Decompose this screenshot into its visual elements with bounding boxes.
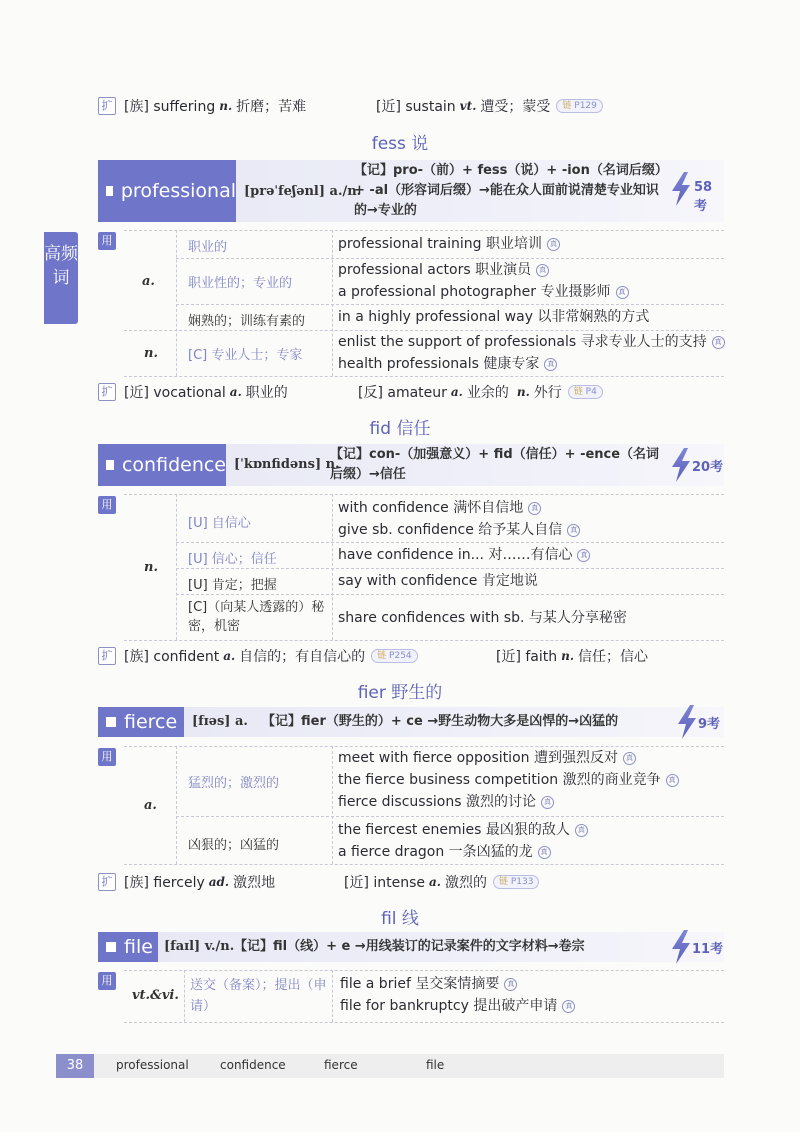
example: say with confidence 肯定地说 — [338, 573, 538, 589]
near-word: [近] sustain — [376, 99, 456, 115]
meaning: 送交（备案）；提出（申请） — [190, 978, 327, 1014]
headword-box — [98, 444, 226, 486]
memory-tip: 【记】fil（线）+ e →用线装订的记录案件的文字材料→卷宗 — [234, 939, 585, 954]
pronunciation: [faɪl] v./n. — [164, 939, 235, 954]
memory-tip: 【记】fier（野生的）+ ce →野生动物大多是凶悍的→凶猛的 — [262, 714, 619, 729]
word-header-professional — [98, 160, 724, 222]
lightning-icon — [670, 930, 692, 964]
exam-source-icon: 真 — [547, 238, 560, 251]
family-word: [族] suffering — [124, 99, 216, 115]
ext-tag-icon: 扩 — [98, 647, 116, 665]
example: meet with fierce opposition 遭到强烈反对 真 — [338, 747, 636, 769]
usage-table-file — [98, 970, 724, 1022]
meaning: 凶狠的；凶猛的 — [188, 838, 280, 853]
square-bullet-icon — [106, 717, 116, 727]
high-frequency-tab: 高频词 — [44, 232, 78, 324]
pos-adjective: a. — [142, 274, 155, 289]
pronunciation: [prəˈfeʃənl] a./n. — [244, 184, 362, 199]
headword: file — [124, 936, 153, 958]
page-number: 38 — [56, 1054, 94, 1078]
ext-row-professional: 扩 [近] vocational a. 职业的 — [98, 382, 288, 402]
pos-verb: vt.&vi. — [132, 988, 179, 1003]
exam-source-icon: 真 — [536, 264, 549, 277]
headword: professional — [120, 180, 236, 202]
usage-tag-icon: 用 — [98, 748, 116, 766]
example: professional actors 职业演员 真 — [338, 259, 549, 281]
exam-source-icon: 真 — [666, 774, 679, 787]
example: with confidence 满怀自信地 真 — [338, 497, 541, 519]
example: share confidences with sb. 与某人分享秘密 — [338, 610, 627, 626]
root-title-fess: fess 说 — [371, 134, 429, 154]
word-header-fierce — [98, 707, 724, 737]
pronunciation: [fɪəs] a. — [192, 714, 248, 729]
usage-table-fierce — [98, 746, 724, 864]
page-link-badge[interactable]: 链 P133 — [493, 875, 540, 889]
family-meaning: 折磨；苦难 — [236, 99, 307, 115]
exam-count: 11考 — [692, 942, 724, 957]
example: the fiercest enemies 最凶狠的敌人 真 — [338, 819, 588, 841]
footer-word[interactable]: fierce — [324, 1058, 358, 1072]
exam-count: 9考 — [698, 717, 721, 732]
usage-tag-icon: 用 — [98, 496, 116, 514]
ext-row-confident: 扩 [族] confident a. 自信的；有自信心的 链 P254 — [98, 646, 418, 666]
ext-row-sustain — [376, 96, 603, 116]
square-bullet-icon — [106, 460, 114, 470]
ext-tag-icon: 扩 — [98, 873, 116, 891]
exam-count: 20考 — [692, 460, 724, 475]
example: have confidence in... 对……有信心 真 — [338, 544, 590, 566]
memory-tip: 【记】con-（加强意义）+ fid（信任）+ -ence（名词后缀）→信任 — [330, 447, 660, 482]
example: fierce discussions 激烈的讨论 真 — [338, 791, 554, 813]
example: professional training 职业培训 真 — [338, 233, 560, 255]
ext-row-suffering — [98, 96, 306, 116]
word-header-file — [98, 932, 724, 962]
example: enlist the support of professionals 寻求专业人士的支持 真 — [338, 331, 725, 353]
pos-noun: n. — [144, 560, 158, 575]
exam-source-icon: 真 — [577, 549, 590, 562]
lightning-icon — [670, 448, 692, 482]
usage-tag-icon: 用 — [98, 972, 116, 990]
ext-row-intense: [近] intense a. 激烈的 链 P133 — [344, 872, 539, 892]
root-title-fil: fil 线 — [381, 909, 419, 929]
near-pos: vt. — [459, 99, 477, 113]
footer-word[interactable]: confidence — [220, 1058, 286, 1072]
word-header-confidence — [98, 444, 724, 486]
root-title-fid: fid 信任 — [369, 419, 431, 439]
ext-row-fiercely: 扩 [族] fiercely ad. 激烈地 — [98, 872, 275, 892]
pronunciation: [ˈkɒnfidəns] n. — [234, 457, 340, 472]
square-bullet-icon — [106, 186, 113, 196]
exam-source-icon: 真 — [712, 336, 725, 349]
usage-table-confidence — [98, 494, 724, 640]
example: file a brief 呈交案情摘要 真 — [340, 973, 517, 995]
exam-source-icon: 真 — [538, 846, 551, 859]
example: file for bankruptcy 提出破产申请 真 — [340, 995, 575, 1017]
headword-box — [98, 160, 236, 222]
ext-row-amateur: [反] amateur a. 业余的 n. 外行 链 P4 — [358, 382, 603, 402]
square-bullet-icon — [106, 942, 116, 952]
exam-source-icon: 真 — [562, 1000, 575, 1013]
meaning: [U] 肯定；把握 — [188, 578, 277, 593]
footer-word[interactable]: file — [426, 1058, 445, 1072]
pos-adjective: a. — [144, 798, 157, 813]
headword-box — [98, 707, 184, 737]
example: the fierce business competition 激烈的商业竞争 真 — [338, 769, 679, 791]
headword: confidence — [121, 454, 226, 476]
lightning-icon — [676, 705, 698, 739]
exam-source-icon: 真 — [504, 978, 517, 991]
exam-source-icon: 真 — [541, 796, 554, 809]
exam-source-icon: 真 — [616, 286, 629, 299]
page-link-badge[interactable]: 链 P4 — [568, 385, 603, 399]
lightning-icon — [670, 172, 692, 206]
page-link-badge[interactable]: 链 P129 — [556, 99, 603, 113]
example: a fierce dragon 一条凶猛的龙 真 — [338, 841, 551, 863]
memory-tip: 【记】pro-（前）+ fess（说）+ -ion（名词后缀）+ -al（形容词后缀）→能在众人面前说清楚专业知识的→专业的 — [354, 163, 668, 218]
footer-word[interactable]: professional — [116, 1058, 189, 1072]
meaning: 娴熟的；训练有素的 — [188, 314, 306, 329]
exam-source-icon: 真 — [575, 824, 588, 837]
usage-tag-icon: 用 — [98, 232, 116, 250]
headword-box — [98, 932, 158, 962]
ext-tag-icon: 扩 — [98, 383, 116, 401]
ext-row-faith: [近] faith n. 信任；信心 — [496, 649, 649, 665]
exam-source-icon: 真 — [623, 752, 636, 765]
meaning: 职业的 — [188, 240, 228, 255]
family-pos: n. — [219, 99, 233, 113]
exam-count: 58考 — [694, 180, 713, 214]
meaning: [C]（向某人透露的）秘密，机密 — [188, 600, 325, 634]
example: give sb. confidence 给予某人自信 真 — [338, 519, 580, 541]
example: in a highly professional way 以非常娴熟的方式 — [338, 309, 650, 325]
meaning: 职业性的；专业的 — [188, 276, 293, 291]
meaning: [U] 信心；信任 — [188, 552, 277, 567]
exam-source-icon: 真 — [528, 502, 541, 515]
example: a professional photographer 专业摄影师 真 — [338, 281, 629, 303]
exam-source-icon: 真 — [544, 358, 557, 371]
page-footer — [56, 1054, 724, 1078]
page-link-badge[interactable]: 链 P254 — [371, 649, 418, 663]
pos-noun: n. — [144, 346, 158, 361]
root-title-fier: fier 野生的 — [357, 683, 443, 703]
near-meaning: 遭受；蒙受 — [480, 99, 551, 115]
ext-tag-icon: 扩 — [98, 97, 116, 115]
usage-table-professional — [98, 230, 724, 376]
meaning: [C] 专业人士；专家 — [188, 348, 303, 363]
exam-source-icon: 真 — [567, 524, 580, 537]
meaning: [U] 自信心 — [188, 516, 251, 531]
meaning: 猛烈的；激烈的 — [188, 776, 280, 791]
example: health professionals 健康专家 真 — [338, 353, 557, 375]
headword: fierce — [124, 711, 178, 733]
